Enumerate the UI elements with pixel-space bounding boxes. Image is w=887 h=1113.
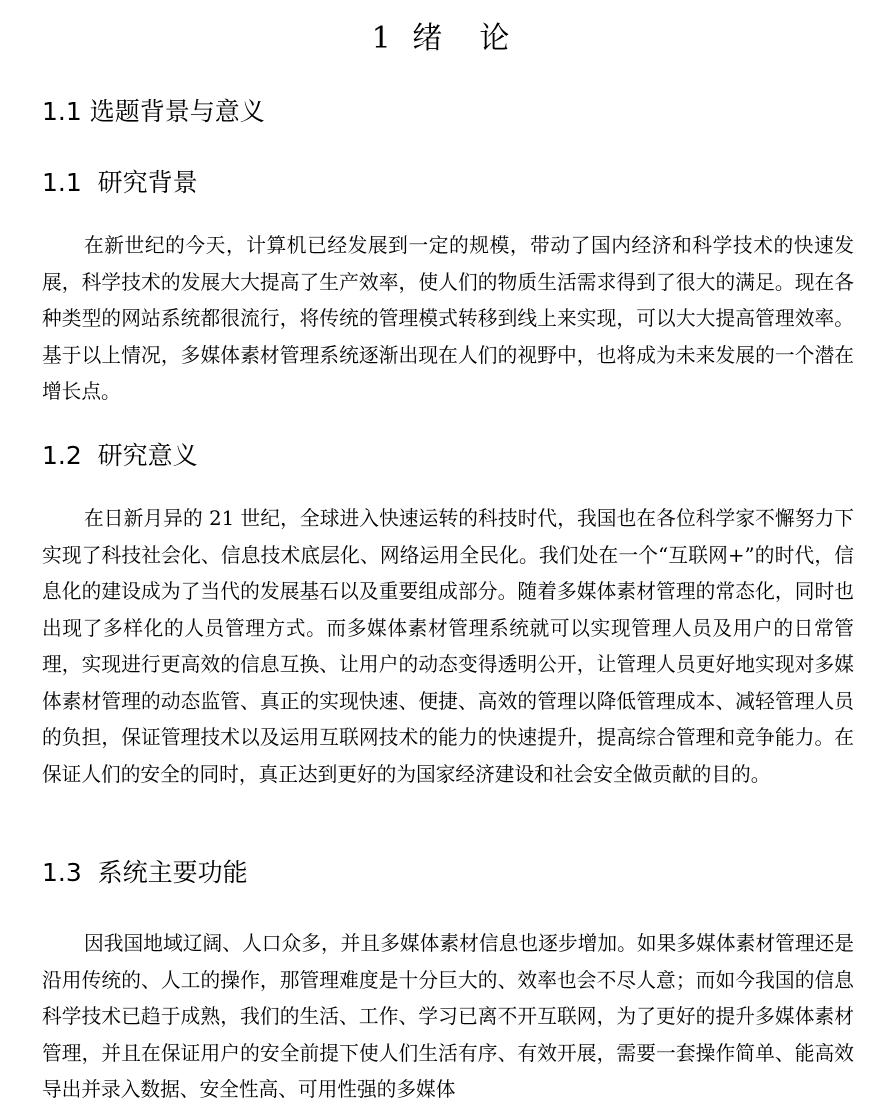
paragraph-research-significance: 在日新月异的 21 世纪，全球进入快速运转的科技时代，我国也在各位科学家不懈努力下实现了科技社会化、信息技术底层化、网络运用全民化。我们处在一个“互联网+”的时代，信息化的建设成为了当代的发展基石以及重要组成部分。随着多媒体素材管理的常态化，同时也出现了多样化的人员管理方式。而多媒体素材管理系统就可以实现管理人员及用户的日常管理，实现进行更高效的信息互换、让用户的动态变得透明公开，让管理人员更好地实现对多媒体素材管理的动态监管、真正的实现快速、便捷、高效的管理以降低管理成本、减轻管理人员的负担，保证管理技术以及运用互联网技术的能力的快速提升，提高综合管理和竞争能力。在保证人们的安全的同时，真正达到更好的为国家经济建设和社会安全做贡献的目的。 — [42, 507, 854, 786]
section-heading-system-functions: 1.3 系统主要功能 — [42, 858, 248, 887]
paragraph-research-background: 在新世纪的今天，计算机已经发展到一定的规模，带动了国内经济和科学技术的快速发展，科学技术的发展大大提高了生产效率，使人们的物质生活需求得到了很大的满足。现在各种类型的网站系统都很流行，将传统的管理模式转移到线上来实现，可以大大提高管理效率。基于以上情况，多媒体素材管理系统逐渐出现在人们的视野中，也将成为未来发展的一个潜在增长点。 — [42, 234, 854, 403]
chapter-title: 1 绪 论 — [371, 21, 516, 56]
paragraph-system-functions: 因我国地域辽阔、人口众多，并且多媒体素材信息也逐步增加。如果多媒体素材管理还是沿用传统的、人工的操作，那管理难度是十分巨大的、效率也会不尽人意；而如今我国的信息科学技术已趋于成熟，我们的生活、工作、学习已离不开互联网，为了更好的提升多媒体素材管理，并且在保证用户的安全前提下使人们生活有序、有效开展，需要一套操作简单、能高效导出并录入数据、安全性高、可用性强的多媒体 — [42, 932, 854, 1101]
section-heading-research-background: 1.1 研究背景 — [42, 168, 198, 197]
section-heading-1-1-background-significance: 1.1 选题背景与意义 — [42, 97, 265, 126]
section-heading-research-significance: 1.2 研究意义 — [42, 441, 198, 470]
